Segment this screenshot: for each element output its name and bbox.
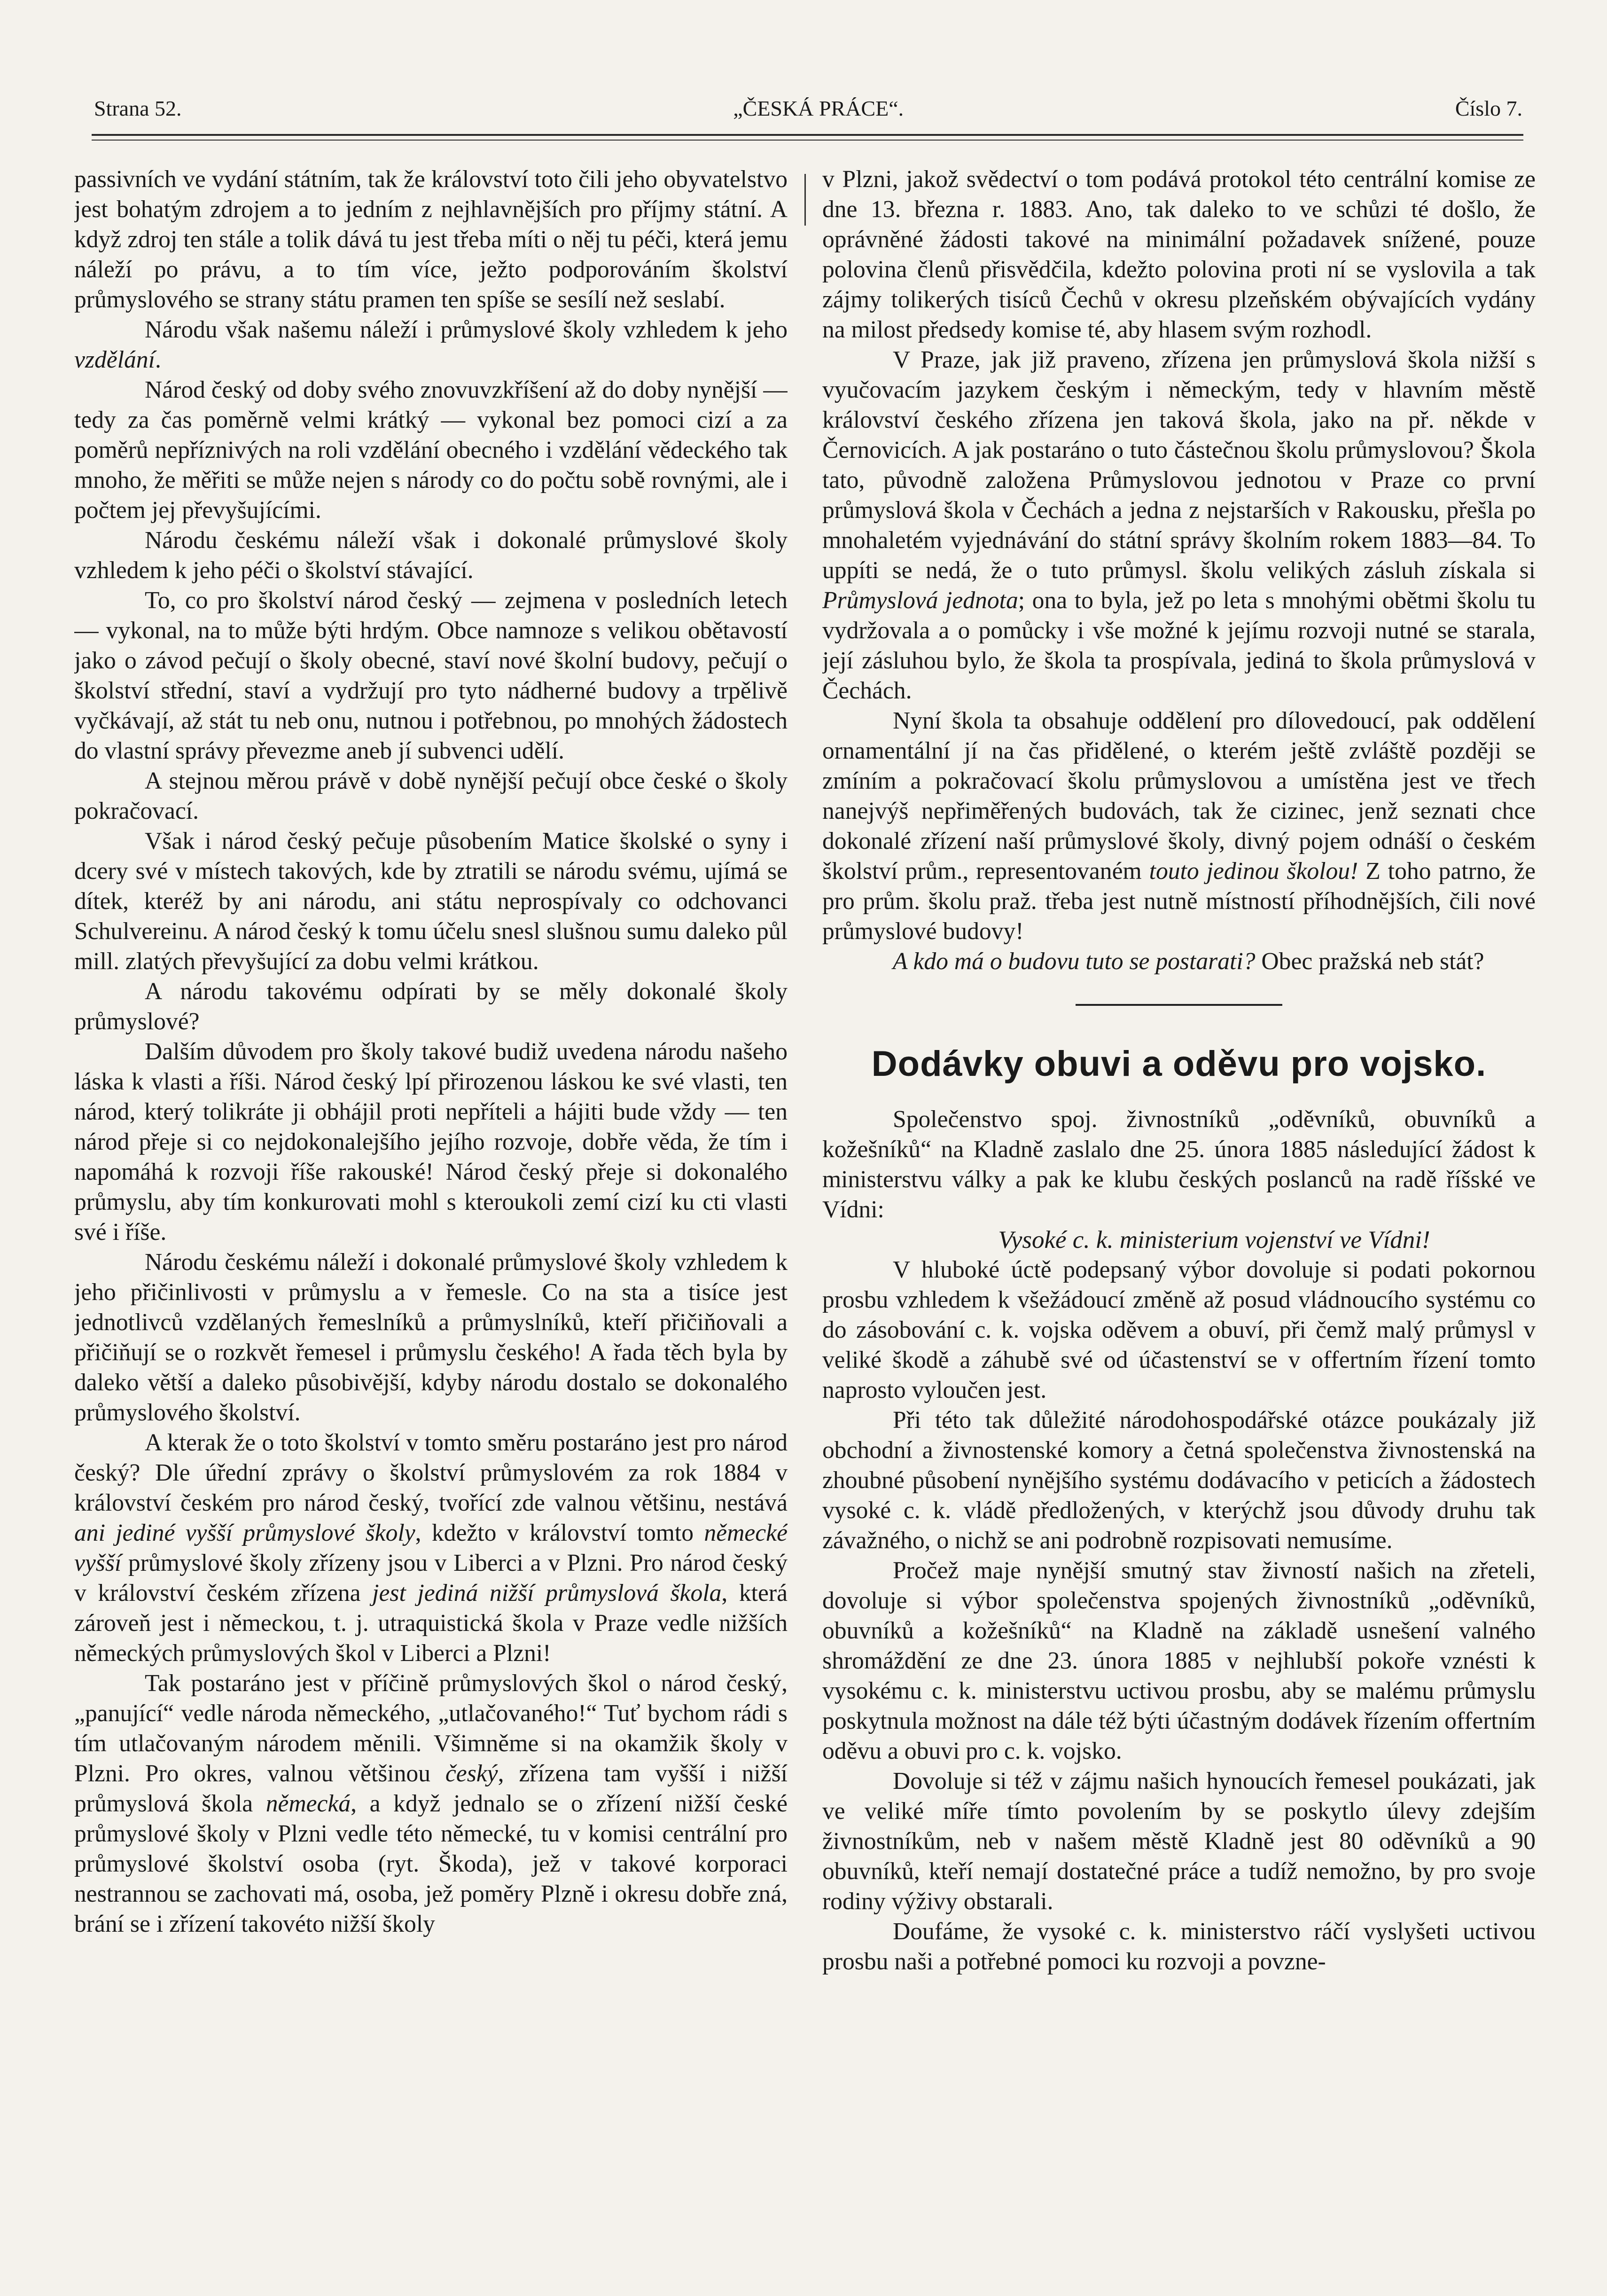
paragraph: Národu českému náleží i dokonalé průmyslové školy vzhledem k jeho přičinlivosti v průmyslu a v řemesle. Co na sta a tisíce jest jednotlivců vzdělaných řemeslníků a průmyslníků, kteří přičiňovali a přičiňují se o rozkvět řemesel i průmyslu českého! A řada těch byla by daleko větší a daleko působivější, kdyby národu dostalo se dokonalého průmyslového školství. bbox=[74, 1249, 788, 1426]
paragraph: v Plzni, jakož svědectví o tom podává protokol této centrální komise ze dne 13. března r. 1883. Ano, tak daleko to ve schůzi té došlo, že oprávněné žádosti takové na minimální požadavek snížené, pouze polovina členů přisvědčila, kdežto polovina proti ní se vyslovila a tak zájmy tolikerých tisíců Čechů v okresu plzeňském obývajících vydány na milost předsedy komise té, aby hlasem svým rozhodl. bbox=[822, 166, 1536, 343]
page-header bbox=[94, 92, 1522, 125]
paragraph: Tak postaráno jest v příčině průmyslových škol o národ český, „panující“ vedle národa německého, „utlačovaného!“ Tuť bychom rádi s tím utlačovaným národem měnili. Všimněme si na okamžik školy v Plzni. Pro okres, valnou většinou český, zřízena tam vyšší i nižší průmyslová škola německá, a když jednalo se o zřízení nižší české průmyslové školy v Plzni vedle této německé, tu v komisi centrální pro průmyslové školství osoba (ryt. Škoda), jež v takové korporaci nestrannou se zachovati má, osoba, jež poměry Plzně i okresu dobře zná, brání se i zřízení takovéto nižší školy bbox=[74, 1670, 788, 1937]
paragraph: Při této tak důležité národohospodářské otázce poukázaly již obchodní a živnostenské komory a četná společenstva živnostenská na zhoubné působení nynějšího systému dodávacího v peticích a žádostech vysoké c. k. vládě předložených, v kterýchž jsou důvody druhu tak závažného, o nichž se ani podrobně rozpisovati nemusíme. bbox=[822, 1407, 1536, 1554]
column-divider bbox=[804, 174, 806, 226]
header-rule-thin bbox=[92, 140, 1523, 141]
paragraph: Pročež maje nynější smutný stav živností našich na zřeteli, dovoluje si výbor společenstva spojených živnostníků „oděvníků, obuvníků a kožešníků“ na Kladně na základě usnešení valného shromáždění ze dne 23. února 1885 v nejhlubší pokoře vznésti k vysokému c. k. ministerstvu uctivou prosbu, aby se malému průmyslu poskytnula možnost na dále též býti účastným dodávek řízením offertním oděvu a obuvi pro c. k. vojsko. bbox=[822, 1557, 1536, 1764]
paragraph: A stejnou měrou právě v době nynější pečují obce české o školy pokračovací. bbox=[74, 768, 788, 824]
paragraph: Společenstvo spoj. živnostníků „oděvníků, obuvníků a kožešníků“ na Kladně zaslalo dne 25. února 1885 následující žádost k ministerstvu války a pak ke klubu českých poslanců na radě říšské ve Vídni: bbox=[822, 1106, 1536, 1223]
paragraph: passivních ve vydání státním, tak že království toto čili jeho obyvatelstvo jest bohatým zdrojem a to jedním z nejhlavnějších pro příjmy státní. A když zdroj ten stále a tolik dává tu jest třeba míti o něj tu péči, která jemu náleží po právu, a to tím více, ježto podporováním školství průmyslového se strany státu pramen ten spíše se sesílí než seslabí. bbox=[74, 166, 788, 313]
paragraph: V Praze, jak již praveno, zřízena jen průmyslová škola nižší s vyučovacím jazykem českým i německým, tedy v hlavním městě království českého zřízena jen taková škola, jako na př. někde v Černovicích. A jak postaráno o tuto částečnou školu průmyslovou? Škola tato, původně založena Průmyslovou jednotou v Praze co první průmyslová škola v Čechách a jedna z nejstarších v Rakousku, přešla po mnohaletém vyjednávání do státní správy školním rokem 1883—84. To uppíti se nedá, že o tuto průmysl. školu velikých zásluh získala si Průmyslová jednota; ona to byla, jež po leta s mnohými obětmi školu tu vydržovala a o pomůcky i vše možné k jejímu rozvoji nutné se starala, její zásluhou bylo, že škola ta prospívala, jediná to škola průmyslová v Čechách. bbox=[822, 346, 1536, 704]
issue-number: Číslo 7. bbox=[1455, 96, 1522, 120]
paragraph: Národu českému náleží však i dokonalé průmyslové školy vzhledem k jeho péči o školství stávající. bbox=[74, 527, 788, 584]
left-column bbox=[74, 165, 788, 2270]
page-number: Strana 52. bbox=[94, 96, 182, 120]
article-heading: Dodávky obuvi a oděvu pro vojsko. bbox=[871, 1044, 1487, 1084]
paragraph: A národu takovému odpírati by se měly dokonalé školy průmyslové? bbox=[74, 978, 788, 1035]
paragraph: V hluboké úctě podepsaný výbor dovoluje si podati pokornou prosbu vzhledem k všežádoucí změně až posud vládnoucího systému co do zásobování c. k. vojska oděvem a obuví, při čemž malý průmysl v veliké škodě a záhubě své od účastenství se v offertním řízení tomto naprosto vyloučen jest. bbox=[822, 1256, 1536, 1403]
paragraph: Doufáme, že vysoké c. k. ministerstvo ráčí vyslyšeti uctivou prosbu naši a potřebné pomoci ku rozvoji a povzne- bbox=[822, 1918, 1536, 1975]
paragraph: Národu však našemu náleží i průmyslové školy vzhledem k jeho vzdělání. bbox=[74, 316, 788, 373]
section-separator bbox=[1076, 1004, 1282, 1006]
paragraph: Nyní škola ta obsahuje oddělení pro dílovedoucí, pak oddělení ornamentální jí na čas přidělené, o kterém ještě zvláště později se zmíním a pokračovací školu průmyslovou a umístěna jest ve třech nanejvýš nepřiměřených budovách, tak že cizinec, jenž seznati chce dokonalé zřízení naší průmyslové školy, divný pojem odnáší o českém školství prům., representovaném touto jedinou školou! Z toho patrno, že pro prům. školu praž. třeba jest nutně místností příhodnějších, čili nové průmyslové budovy! bbox=[822, 707, 1536, 945]
header-rule bbox=[92, 134, 1523, 136]
paragraph: Dovoluje si též v zájmu našich hynoucích řemesel poukázati, jak ve veliké míře tímto povolením by se poskytlo úlevy zdejším živnostníkům, neb v našem městě Kladně jest 80 oděvníků a 90 obuvníků, kteří nemají dostatečné práce a tudíž nemožno, by pro svoje rodiny výživy obstarali. bbox=[822, 1768, 1536, 1915]
paragraph: A kterak že o toto školství v tomto směru postaráno jest pro národ český? Dle úřední zprávy o školství průmyslovém za rok 1884 v království českém pro národ český, tvořící zde valnou většinu, nestává ani jediné vyšší průmyslové školy, kdežto v království tomto německé vyšší průmyslové školy zřízeny jsou v Liberci a v Plzni. Pro národ český v království českém zřízena jest jediná nižší průmyslová škola, která zároveň jest i německou, t. j. utraquistická škola v Praze vedle nižších německých průmyslových škol v Liberci a Plzni! bbox=[74, 1429, 788, 1667]
letter-salutation: Vysoké c. k. ministerium vojenství ve Vídni! bbox=[998, 1226, 1430, 1254]
masthead-title: „ČESKÁ PRÁCE“. bbox=[733, 96, 904, 120]
right-column bbox=[822, 165, 1536, 2270]
paragraph: Dalším důvodem pro školy takové budiž uvedena národu našeho láska k vlasti a říši. Národ český lpí přirozenou láskou ke své vlasti, ten národ, který tolikráte ji obhájil proti nepříteli a hájiti bude vždy — ten národ přeje si co nejdokonalejšího jejího rozvoje, dobře věda, že tím i napomáhá k rozvoji říše rakouské! Národ český přeje si dokonalého průmyslu, aby tím konkurovati mohl s kteroukoli zemí cizí ku cti vlasti své i říše. bbox=[74, 1038, 788, 1246]
paragraph: To, co pro školství národ český — zejmena v posledních letech — vykonal, na to může býti hrdým. Obce namnoze s velikou obětavostí jako o závod pečují o školy obecné, staví nové školní budovy, pečují o školství střední, staví a vydržují pro tyto nádherné budovy a trpělivě vyčkávají, až stát tu neb onu, nutnou i potřebnou, po mnohých žádostech do vlastní správy převezme aneb jí subvenci udělí. bbox=[74, 587, 788, 764]
paragraph: Však i národ český pečuje působením Matice školské o syny i dcery své v místech takových, kde by ztratili se národu svému, ujímá se dítek, kteréž by ani národu, ani státu neprospívaly co odchovanci Schulvereinu. A národ český k tomu účelu snesl slušnou sumu daleko půl mill. zlatých převyšující za dobu velmi krátkou. bbox=[74, 828, 788, 975]
paragraph: A kdo má o budovu tuto se postarati? Obec pražská neb stát? bbox=[893, 948, 1484, 975]
paragraph: Národ český od doby svého znovuvzkříšení až do doby nynější — tedy za čas poměrně velmi krátký — vykonal bez pomoci cizí a za poměrů nepříznivých na roli vzdělání obecného i vzdělání vědeckého tak mnoho, že měřiti se může nejen s národy co do počtu sobě rovnými, ale i počtem jej převyšujícími. bbox=[74, 376, 788, 524]
